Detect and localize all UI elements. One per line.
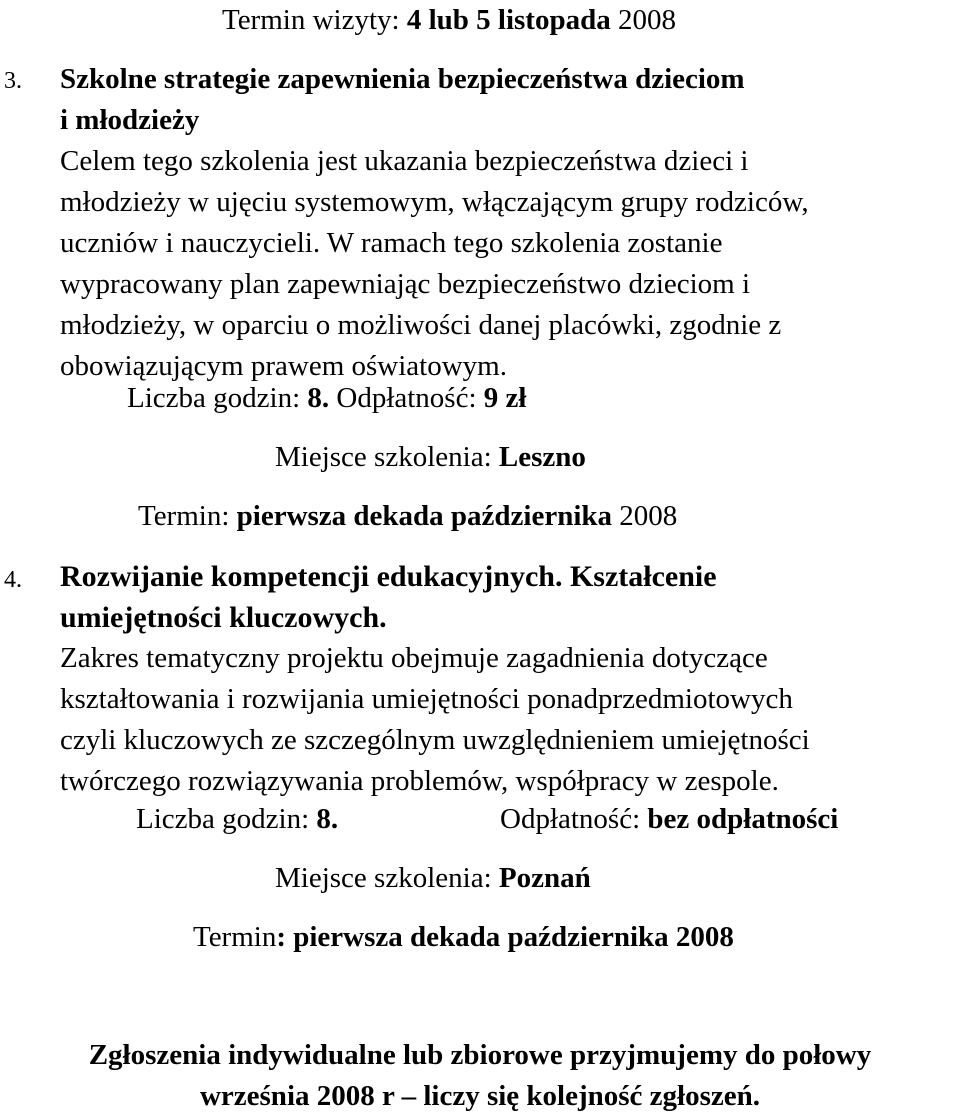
- section-3-place: [275, 437, 586, 478]
- section-3-body-line: Celem tego szkolenia jest ukazania bezpieczeństwa dzieci i: [60, 145, 749, 177]
- section-3-place-value: Leszno: [498, 441, 586, 473]
- top-termin-label: Termin wizyty:: [222, 4, 400, 36]
- section-4-title-line2: umiejętności kluczowych.: [60, 601, 387, 634]
- footer-line2: września 2008 r – liczy się kolejność zgłoszeń.: [199, 1080, 761, 1112]
- section-3-hours-fee: [127, 378, 526, 419]
- section-4-fee-label: Odpłatność:: [500, 803, 641, 835]
- section-4-term: [193, 917, 734, 958]
- section-4-term-label: Termin: [193, 921, 277, 953]
- section-4-place-label: Miejsce szkolenia:: [275, 862, 492, 894]
- section-4-term-value: : pierwsza dekada października 2008: [276, 921, 734, 953]
- section-3-body-line: obowiązującym prawem oświatowym.: [60, 350, 507, 382]
- section-3-body-line: uczniów i nauczycieli. W ramach tego szkolenia zostanie: [60, 227, 723, 259]
- section-4-hours-label: Liczba godzin:: [136, 803, 310, 835]
- section-3-term-year: 2008: [619, 500, 678, 532]
- section-3-term: [138, 496, 677, 537]
- footer-line1: Zgłoszenia indywidualne lub zbiorowe przyjmujemy do połowy: [88, 1039, 872, 1071]
- section-4-body-line: Zakres tematyczny projektu obejmuje zagadnienia dotyczące: [60, 642, 768, 674]
- top-termin-date: 4 lub 5 listopada: [406, 4, 611, 36]
- section-3-hours-value: 8.: [307, 382, 330, 414]
- section-4-place-value: Poznań: [498, 862, 591, 894]
- section-3-body-line: młodzieży, w oparciu o możliwości danej placówki, zgodnie z: [60, 309, 782, 341]
- top-termin-year: 2008: [617, 4, 676, 36]
- section-3-title-line1: Szkolne strategie zapewnienia bezpieczeństwa dzieciom: [60, 63, 745, 95]
- section-4-body-line: kształtowania i rozwijania umiejętności ponadprzedmiotowych: [60, 683, 793, 715]
- section-3-place-label: Miejsce szkolenia:: [275, 441, 492, 473]
- section-3-body-line: młodzieży w ujęciu systemowym, włączającym grupy rodziców,: [60, 186, 809, 218]
- section-4-body-line: czyli kluczowych ze szczególnym uwzględnieniem umiejętności: [60, 724, 810, 756]
- section-4-fee-value: bez odpłatności: [647, 803, 839, 835]
- section-3-fee-label: Odpłatność:: [336, 382, 477, 414]
- section-4-place: [275, 858, 591, 899]
- section-3-term-label: Termin:: [138, 500, 230, 532]
- section-4-number: 4.: [4, 567, 22, 593]
- section-3-number: 3.: [4, 68, 22, 94]
- top-termin-line: [222, 0, 676, 41]
- section-4-hours: [136, 799, 338, 840]
- section-4-hours-value: 8.: [316, 803, 339, 835]
- section-4-content: [60, 556, 950, 802]
- section-3-body-line: wypracowany plan zapewniając bezpieczeństwo dzieciom i: [60, 268, 751, 300]
- section-3-title-line2: i młodzieży: [60, 104, 200, 136]
- section-3-hours-label: Liczba godzin:: [127, 382, 301, 414]
- section-3-content: [60, 59, 950, 387]
- section-4-body-line: twórczego rozwiązywania problemów, współpracy w zespole.: [60, 765, 779, 797]
- section-4-title-line1: Rozwijanie kompetencji edukacyjnych. Kształcenie: [60, 560, 717, 593]
- section-4-fee: [500, 799, 838, 840]
- section-3-term-value: pierwsza dekada października: [236, 500, 613, 532]
- section-3-fee-value: 9 zł: [483, 382, 527, 414]
- footer-note: [0, 1035, 960, 1117]
